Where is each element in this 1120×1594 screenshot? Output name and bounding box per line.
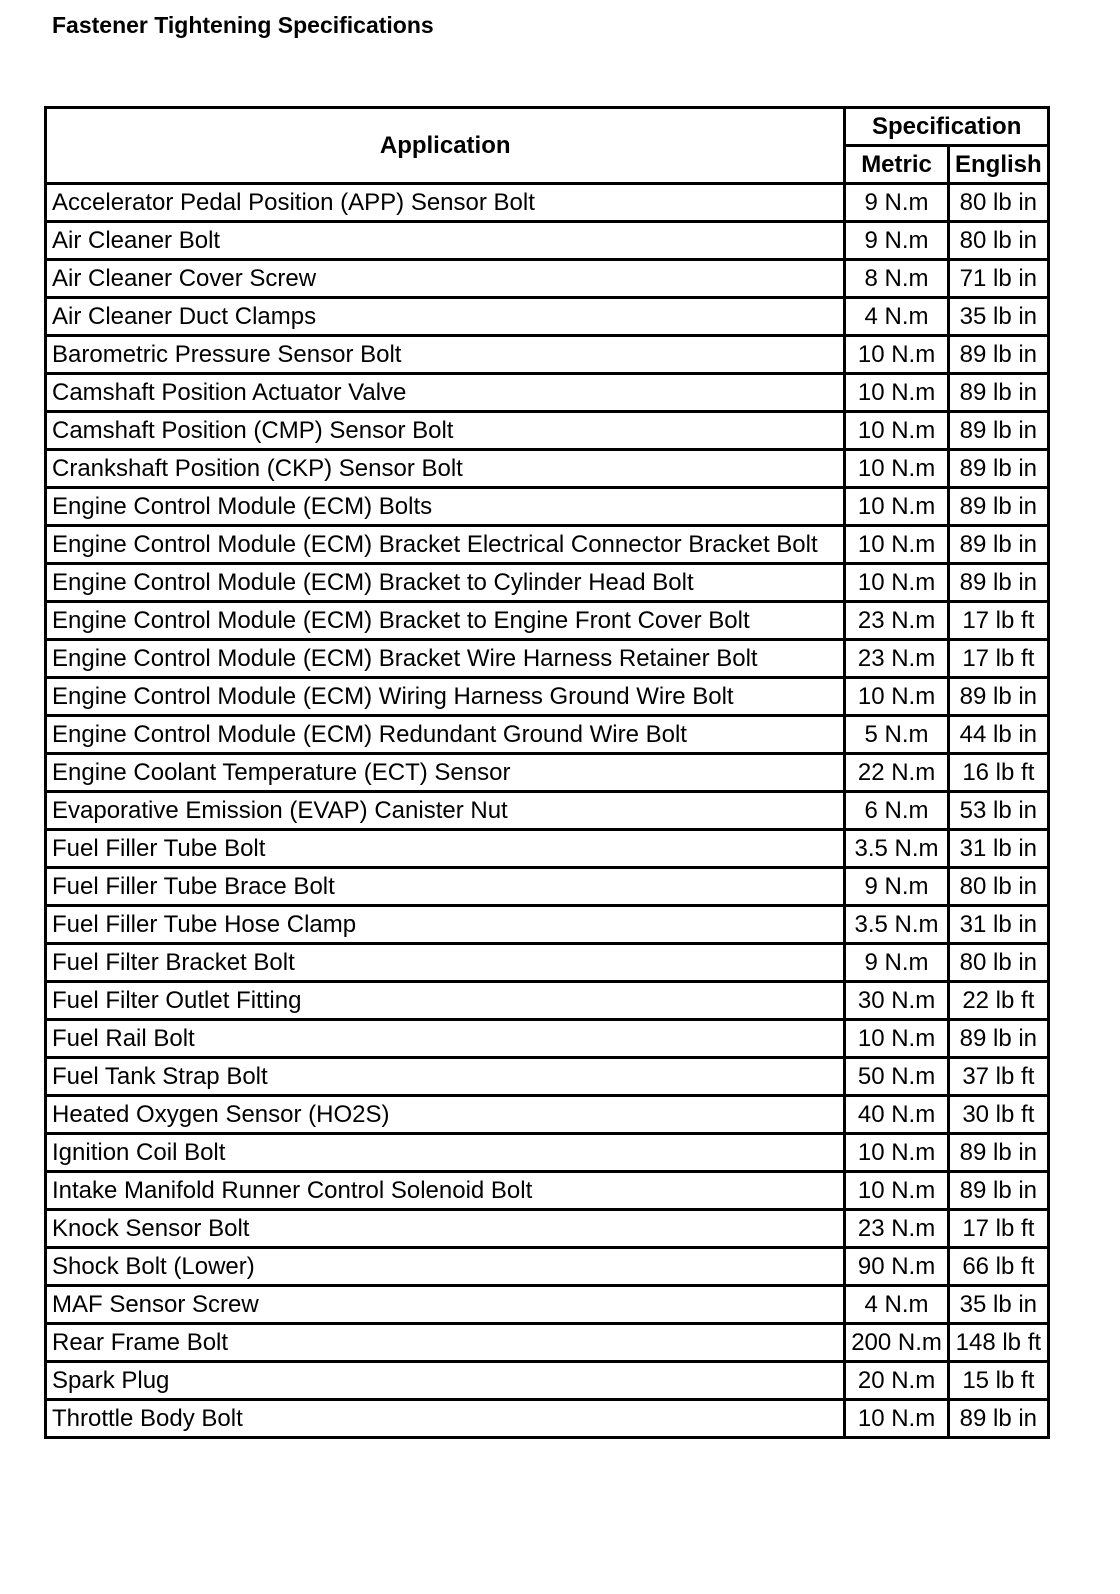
table-row xyxy=(46,1210,1049,1248)
table-row xyxy=(46,1058,1049,1096)
application-cell: Fuel Filter Outlet Fitting xyxy=(46,982,845,1020)
table-row xyxy=(46,526,1049,564)
metric-cell: 10 N.m xyxy=(845,336,948,374)
application-cell: Engine Control Module (ECM) Redundant Ground Wire Bolt xyxy=(46,716,845,754)
table-row xyxy=(46,374,1049,412)
application-cell: Fuel Filler Tube Brace Bolt xyxy=(46,868,845,906)
table-row xyxy=(46,488,1049,526)
application-cell: Heated Oxygen Sensor (HO2S) xyxy=(46,1096,845,1134)
table-body xyxy=(46,184,1049,1438)
metric-cell: 8 N.m xyxy=(845,260,948,298)
english-header: English xyxy=(948,146,1048,184)
table-row xyxy=(46,1172,1049,1210)
table-row xyxy=(46,564,1049,602)
application-cell: Engine Control Module (ECM) Bolts xyxy=(46,488,845,526)
table-row xyxy=(46,716,1049,754)
application-cell: Engine Control Module (ECM) Bracket Electrical Connector Bracket Bolt xyxy=(46,526,845,564)
english-cell: 31 lb in xyxy=(948,830,1048,868)
application-cell: Engine Coolant Temperature (ECT) Sensor xyxy=(46,754,845,792)
metric-cell: 10 N.m xyxy=(845,488,948,526)
metric-cell: 50 N.m xyxy=(845,1058,948,1096)
specification-header: Specification xyxy=(845,108,1049,146)
application-cell: Barometric Pressure Sensor Bolt xyxy=(46,336,845,374)
metric-cell: 4 N.m xyxy=(845,1286,948,1324)
application-cell: Fuel Filler Tube Hose Clamp xyxy=(46,906,845,944)
metric-cell: 9 N.m xyxy=(845,868,948,906)
table-row xyxy=(46,1248,1049,1286)
english-cell: 71 lb in xyxy=(948,260,1048,298)
metric-cell: 22 N.m xyxy=(845,754,948,792)
english-cell: 31 lb in xyxy=(948,906,1048,944)
metric-cell: 10 N.m xyxy=(845,450,948,488)
application-cell: Intake Manifold Runner Control Solenoid Bolt xyxy=(46,1172,845,1210)
metric-cell: 10 N.m xyxy=(845,678,948,716)
metric-cell: 23 N.m xyxy=(845,640,948,678)
english-cell: 80 lb in xyxy=(948,944,1048,982)
metric-cell: 9 N.m xyxy=(845,184,948,222)
application-cell: Air Cleaner Bolt xyxy=(46,222,845,260)
application-cell: Accelerator Pedal Position (APP) Sensor Bolt xyxy=(46,184,845,222)
metric-cell: 10 N.m xyxy=(845,412,948,450)
english-cell: 80 lb in xyxy=(948,184,1048,222)
application-cell: Air Cleaner Cover Screw xyxy=(46,260,845,298)
application-cell: Engine Control Module (ECM) Wiring Harness Ground Wire Bolt xyxy=(46,678,845,716)
metric-cell: 6 N.m xyxy=(845,792,948,830)
table-row xyxy=(46,944,1049,982)
application-cell: Knock Sensor Bolt xyxy=(46,1210,845,1248)
application-cell: Camshaft Position Actuator Valve xyxy=(46,374,845,412)
table-row xyxy=(46,1286,1049,1324)
metric-cell: 5 N.m xyxy=(845,716,948,754)
application-cell: Crankshaft Position (CKP) Sensor Bolt xyxy=(46,450,845,488)
english-cell: 35 lb in xyxy=(948,1286,1048,1324)
english-cell: 16 lb ft xyxy=(948,754,1048,792)
application-cell: Fuel Tank Strap Bolt xyxy=(46,1058,845,1096)
english-cell: 89 lb in xyxy=(948,1134,1048,1172)
table-row xyxy=(46,450,1049,488)
english-cell: 44 lb in xyxy=(948,716,1048,754)
table-row xyxy=(46,830,1049,868)
english-cell: 30 lb ft xyxy=(948,1096,1048,1134)
metric-cell: 40 N.m xyxy=(845,1096,948,1134)
english-cell: 17 lb ft xyxy=(948,602,1048,640)
page-title: Fastener Tightening Specifications xyxy=(52,12,434,38)
metric-cell: 3.5 N.m xyxy=(845,906,948,944)
metric-cell: 10 N.m xyxy=(845,1134,948,1172)
metric-cell: 10 N.m xyxy=(845,564,948,602)
table-row xyxy=(46,184,1049,222)
table-row xyxy=(46,336,1049,374)
table-row xyxy=(46,602,1049,640)
application-cell: Fuel Filler Tube Bolt xyxy=(46,830,845,868)
table-row xyxy=(46,906,1049,944)
header-row-top xyxy=(46,108,1049,146)
application-cell: Spark Plug xyxy=(46,1362,845,1400)
application-cell: Fuel Filter Bracket Bolt xyxy=(46,944,845,982)
english-cell: 89 lb in xyxy=(948,1020,1048,1058)
application-cell: Shock Bolt (Lower) xyxy=(46,1248,845,1286)
english-cell: 89 lb in xyxy=(948,374,1048,412)
table-row xyxy=(46,1324,1049,1362)
metric-cell: 200 N.m xyxy=(845,1324,948,1362)
table-row xyxy=(46,222,1049,260)
application-cell: Camshaft Position (CMP) Sensor Bolt xyxy=(46,412,845,450)
metric-cell: 23 N.m xyxy=(845,1210,948,1248)
application-cell: Air Cleaner Duct Clamps xyxy=(46,298,845,336)
metric-cell: 9 N.m xyxy=(845,222,948,260)
english-cell: 89 lb in xyxy=(948,1400,1048,1438)
metric-cell: 10 N.m xyxy=(845,1172,948,1210)
metric-header: Metric xyxy=(845,146,948,184)
english-cell: 66 lb ft xyxy=(948,1248,1048,1286)
table-row xyxy=(46,678,1049,716)
application-cell: Evaporative Emission (EVAP) Canister Nut xyxy=(46,792,845,830)
table-row xyxy=(46,1362,1049,1400)
application-cell: Engine Control Module (ECM) Bracket to Engine Front Cover Bolt xyxy=(46,602,845,640)
table-row xyxy=(46,1134,1049,1172)
application-cell: Fuel Rail Bolt xyxy=(46,1020,845,1058)
english-cell: 89 lb in xyxy=(948,1172,1048,1210)
english-cell: 17 lb ft xyxy=(948,640,1048,678)
metric-cell: 9 N.m xyxy=(845,944,948,982)
english-cell: 80 lb in xyxy=(948,222,1048,260)
metric-cell: 10 N.m xyxy=(845,526,948,564)
table-row xyxy=(46,298,1049,336)
english-cell: 22 lb ft xyxy=(948,982,1048,1020)
application-cell: Ignition Coil Bolt xyxy=(46,1134,845,1172)
english-cell: 89 lb in xyxy=(948,564,1048,602)
table-row xyxy=(46,1096,1049,1134)
english-cell: 17 lb ft xyxy=(948,1210,1048,1248)
english-cell: 53 lb in xyxy=(948,792,1048,830)
metric-cell: 3.5 N.m xyxy=(845,830,948,868)
metric-cell: 90 N.m xyxy=(845,1248,948,1286)
english-cell: 89 lb in xyxy=(948,488,1048,526)
english-cell: 89 lb in xyxy=(948,526,1048,564)
table-row xyxy=(46,754,1049,792)
metric-cell: 4 N.m xyxy=(845,298,948,336)
english-cell: 89 lb in xyxy=(948,412,1048,450)
english-cell: 15 lb ft xyxy=(948,1362,1048,1400)
metric-cell: 30 N.m xyxy=(845,982,948,1020)
fastener-spec-table xyxy=(44,106,1050,1439)
application-cell: Engine Control Module (ECM) Bracket Wire Harness Retainer Bolt xyxy=(46,640,845,678)
metric-cell: 20 N.m xyxy=(845,1362,948,1400)
english-cell: 35 lb in xyxy=(948,298,1048,336)
table-row xyxy=(46,1020,1049,1058)
table-row xyxy=(46,412,1049,450)
application-cell: Engine Control Module (ECM) Bracket to Cylinder Head Bolt xyxy=(46,564,845,602)
table-row xyxy=(46,1400,1049,1438)
application-cell: MAF Sensor Screw xyxy=(46,1286,845,1324)
english-cell: 148 lb ft xyxy=(948,1324,1048,1362)
metric-cell: 23 N.m xyxy=(845,602,948,640)
english-cell: 89 lb in xyxy=(948,336,1048,374)
english-cell: 89 lb in xyxy=(948,678,1048,716)
metric-cell: 10 N.m xyxy=(845,1020,948,1058)
english-cell: 37 lb ft xyxy=(948,1058,1048,1096)
table-row xyxy=(46,982,1049,1020)
english-cell: 80 lb in xyxy=(948,868,1048,906)
table-row xyxy=(46,260,1049,298)
metric-cell: 10 N.m xyxy=(845,374,948,412)
table-row xyxy=(46,792,1049,830)
metric-cell: 10 N.m xyxy=(845,1400,948,1438)
table-row xyxy=(46,868,1049,906)
application-header: Application xyxy=(46,108,845,184)
application-cell: Rear Frame Bolt xyxy=(46,1324,845,1362)
table-row xyxy=(46,640,1049,678)
table-header xyxy=(46,108,1049,184)
application-cell: Throttle Body Bolt xyxy=(46,1400,845,1438)
english-cell: 89 lb in xyxy=(948,450,1048,488)
